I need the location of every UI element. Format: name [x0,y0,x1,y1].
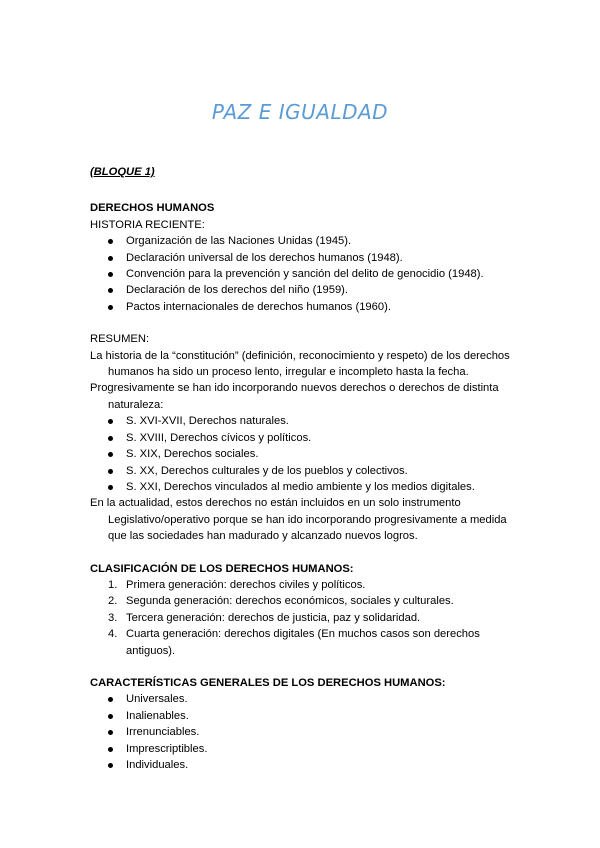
caracteristicas-list [90,691,520,773]
clasificacion-list [90,577,520,659]
resumen-paragraph-1: La historia de la “constitución” (definición, reconocimiento y respeto) de los derechos humanos ha sido un proceso lento, irregular e incompleto hasta la fecha. [90,349,510,379]
list-item: S. XVIII, Derechos cívicos y políticos. [126,431,312,444]
historia-list [90,233,520,315]
resumen-heading: RESUMEN: [90,333,150,346]
list-number: 1. [108,578,118,591]
block-label: (BLOQUE 1) [90,166,155,178]
list-item: Imprescriptibles. [126,742,208,755]
page-title: PAZ E IGUALDAD [211,100,389,124]
resumen-paragraph-2: Progresivamente se han ido incorporando nuevos derechos o derechos de distinta naturaleza: [90,382,499,411]
section-heading-caracteristicas: CARACTERÍSTICAS GENERALES DE LOS DERECHOS HUMANOS: [90,676,446,689]
list-number: 4. [108,628,118,641]
list-item: Inalienables. [126,709,189,722]
siglos-list [90,413,520,495]
list-item: Pactos internacionales de derechos humanos (1960). [126,300,391,313]
list-item: S. XXI, Derechos vinculados al medio ambiente y los medios digitales. [126,480,475,493]
list-item: S. XVI-XVII, Derechos naturales. [126,415,289,428]
list-item: Individuales. [126,759,189,771]
list-item: 4. Cuarta generación: derechos digitales (En muchos casos son derechos antiguos). [108,628,480,657]
list-item: Declaración de los derechos del niño (1959). [126,284,349,297]
resumen-paragraph-3: En la actualidad, estos derechos no están incluidos en un solo instrumento Legislativo/operativo porque se han ido incorporando progresivamente a medida que las sociedades han madurado y alcanzado nuevos logros. [90,497,507,543]
section-heading-clasificacion: CLASIFICACIÓN DE LOS DERECHOS HUMANOS: [90,562,354,575]
list-item: S. XX, Derechos culturales y de los pueblos y colectivos. [126,464,408,477]
list-item: 1. Primera generación: derechos civiles y políticos. [90,577,520,593]
list-item: Universales. [126,693,188,706]
list-item: Organización de las Naciones Unidas (1945). [126,235,352,248]
list-number: 3. [108,611,118,624]
document-body [90,164,520,773]
list-item: Declaración universal de los derechos humanos (1948). [126,251,403,264]
section-heading-derechos: DERECHOS HUMANOS [90,202,215,215]
list-item: Irrenunciables. [126,726,200,739]
list-item: 3. Tercera generación: derechos de justicia, paz y solidaridad. [90,610,520,626]
list-item: Convención para la prevención y sanción del delito de genocidio (1948). [126,268,484,281]
subheading-historia: HISTORIA RECIENTE: [90,218,205,231]
list-item: 2. Segunda generación: derechos económicos, sociales y culturales. [90,593,520,609]
list-number: 2. [108,595,118,608]
list-item: S. XIX, Derechos sociales. [126,448,259,461]
